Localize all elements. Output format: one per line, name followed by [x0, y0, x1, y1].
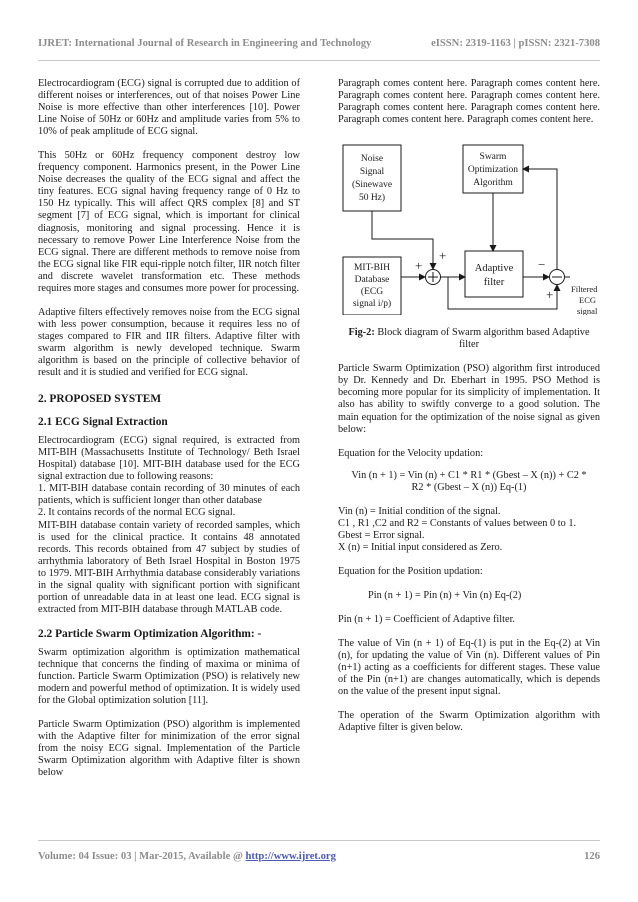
- swarm-label-2: Optimization: [467, 165, 519, 176]
- adaptive-label-2: filter: [483, 277, 505, 289]
- adaptive-label-1: Adaptive: [474, 263, 514, 275]
- plus-sign: +: [439, 248, 447, 264]
- equation-intro: Equation for the Velocity updation:: [338, 447, 484, 459]
- issn-info: eISSN: 2319-1163 | pISSN: 2321-7308: [431, 38, 600, 49]
- subsection-heading: 2.1 ECG Signal Extraction: [38, 416, 168, 429]
- list-item: 1. MIT-BIH database contain recording of 30 minutes of each patients, which is sufficient longer than other database: [38, 483, 300, 507]
- left-column: [38, 78, 300, 779]
- paragraph: Adaptive filters effectively removes noise from the ECG signal with less power consumption, because it requires less no of stages compared to FIR and IIR filters. Adaptive filter with swarm algorithm is newly developed technique. Swarm algorithm is based on the principle of collective behavior of result and it is studied and verified for ECG signal.: [38, 306, 300, 379]
- definition: Gbest = Error signal.: [338, 529, 425, 541]
- running-footer: [38, 851, 600, 865]
- definition: Vin (n) = Initial condition of the signal.: [338, 505, 501, 517]
- paragraph: Electrocardiogram (ECG) signal is corrupted due to addition of different noises or interferences, out of that noises Power Line Noise is more effective than other interferences [10]. Power Line Noise of 50Hz or 60Hz and amplitude varies from 5% to 10% of peak amplitude of ECG signal.: [38, 78, 300, 138]
- mit-label-1: MIT-BIH: [353, 263, 391, 274]
- definition: X (n) = Initial input considered as Zero.: [338, 541, 503, 553]
- paragraph: Swarm optimization algorithm is optimization mathematical technique that concerns the finding of maxima or minima of function. Particle Swarm Optimization (PSO) is relatively new modern and powerful method of optimization. It is widely used for the Global optimization solution [11].: [38, 646, 300, 707]
- paragraph: Particle Swarm Optimization (PSO) algorithm is implemented with the Adaptive filter for minimization of the error signal from the noisy ECG signal. Implementation of the Particle Swarm Optimization algorithm with Adaptive filter is shown below: [38, 719, 300, 779]
- block-diagram-figure: [338, 139, 600, 315]
- paragraph: Paragraph comes content here. Paragraph comes content here. Paragraph comes content here. Paragraph comes content here. Paragraph comes content here. Paragraph comes content here. Paragraph comes content here. Paragraph comes content here.: [338, 78, 600, 126]
- equation-2: Pin (n + 1) = Pin (n) + Vin (n) Eq-(2): [368, 589, 522, 601]
- paragraph: This 50Hz or 60Hz frequency component destroy low frequency component. Harmonics present, in the Power Line Noise decreases the quality of the ECG signal and affect the tiny features. ECG signal having frequency range of 0 Hz to 150 Hz typically. This will affect QRS complex [8] and ST segment [7] of ECG signal, which is important for clinical diagnosis, monitoring and signal processing. Hence it is necessary to remove Power Line Interference Noise from the ECG signal. There are different methods to remove noise from the ECG signal like FIR equi-ripple notch filter, IIR notch filter and discrete wavelet transformation etc. These methods requires more stages and consumes more power for processing.: [38, 150, 300, 294]
- plus-sign: +: [415, 258, 423, 274]
- minus-sign: −: [538, 257, 546, 273]
- figure-caption: [338, 327, 600, 351]
- caption-label: Fig-2:: [348, 327, 375, 339]
- paragraph: Particle Swarm Optimization (PSO) algorithm first introduced by Dr. Kennedy and Dr. Eberhart in 1995. PSO Method is becoming more popular for its simplicity of implementation. It also has ability to swiftly converge to a good solution. The main equation for the optimization of the noise signal as given below:: [338, 363, 600, 435]
- definition: C1 , R1 ,C2 and R2 = Constants of values between 0 to 1.: [338, 517, 577, 529]
- adaptive-filter-box: [465, 251, 523, 297]
- swarm-label-3: Algorithm: [473, 178, 513, 189]
- noise-label-3: (Sinewave: [351, 180, 393, 191]
- paragraph: The operation of the Swarm Optimization algorithm with Adaptive filter is given below.: [338, 710, 600, 734]
- noise-label-4: 50 Hz): [358, 193, 386, 204]
- page-number: 126: [584, 851, 600, 862]
- footer-volume: Volume: 04 Issue: 03 | Mar-2015, Available @: [38, 851, 246, 862]
- paragraph: Electrocardiogram (ECG) signal required, is extracted from MIT-BIH (Massachusetts Institute of Technology/ Beth Israel Hospital) database [10]. MIT-BIH database used for the ECG signal extraction due to following reasons:: [38, 435, 300, 483]
- plus-sign: +: [546, 287, 554, 303]
- mit-label-4: signal i/p): [352, 299, 392, 310]
- right-column: [338, 78, 600, 734]
- list-item: 2. It contains records of the normal ECG signal.: [38, 507, 236, 519]
- paragraph: The value of Vin (n + 1) of Eq-(1) is put in the Eq-(2) at Vin (n), for updating the value of Vin (n). Different values of Pin (n+1) acting as a coefficients for different stages. These value of the Pin (n+1) are changes automatically, which is depends on the value of the present input signal.: [338, 638, 600, 698]
- running-header: [38, 38, 600, 52]
- equation-1-line-1: Vin (n + 1) = Vin (n) + C1 * R1 * (Gbest – X (n)) + C2 *: [351, 469, 587, 481]
- section-heading: 2. PROPOSED SYSTEM: [38, 393, 162, 406]
- caption-text: Block diagram of Swarm algorithm based Adaptive filter: [374, 327, 590, 351]
- output-label-2: ECG: [579, 295, 596, 306]
- swarm-label-1: Swarm: [479, 152, 507, 163]
- footer-info: [38, 851, 336, 862]
- definition: Pin (n + 1) = Coefficient of Adaptive filter.: [338, 614, 515, 626]
- mit-label-2: Database: [354, 275, 390, 286]
- footer-rule: [38, 840, 600, 841]
- journal-title: IJRET: International Journal of Research in Engineering and Technology: [38, 38, 372, 49]
- paragraph: MIT-BIH database contain variety of recorded samples, which is used for the clinical practice. It contains 48 annotated records. This records obtained from 47 subject by studies of arrhythmia laboratory of Beth Israel Hospital in Boston 1975 to 1979. MIT-BIH Arrhythmia database considerably variations in the signal quality with significant portion with significant portion of unreadable data in at least one lead. ECG signal is extracted from MIT-BIH database through MATLAB code.: [38, 519, 300, 615]
- output-label-3: signal: [577, 306, 598, 316]
- output-label-1: Filtered: [571, 284, 598, 295]
- equation-1-line-2: R2 * (Gbest – X (n)) Eq-(1): [411, 481, 527, 493]
- mit-label-3: (ECG: [360, 287, 384, 298]
- subsection-heading: 2.2 Particle Swarm Optimization Algorithm: -: [38, 627, 262, 640]
- header-rule: [38, 60, 600, 61]
- noise-label-2: Signal: [359, 167, 385, 178]
- noise-label-1: Noise: [360, 154, 384, 165]
- journal-link[interactable]: http://www.ijret.org: [245, 851, 336, 862]
- equation-intro: Equation for the Position updation:: [338, 565, 483, 577]
